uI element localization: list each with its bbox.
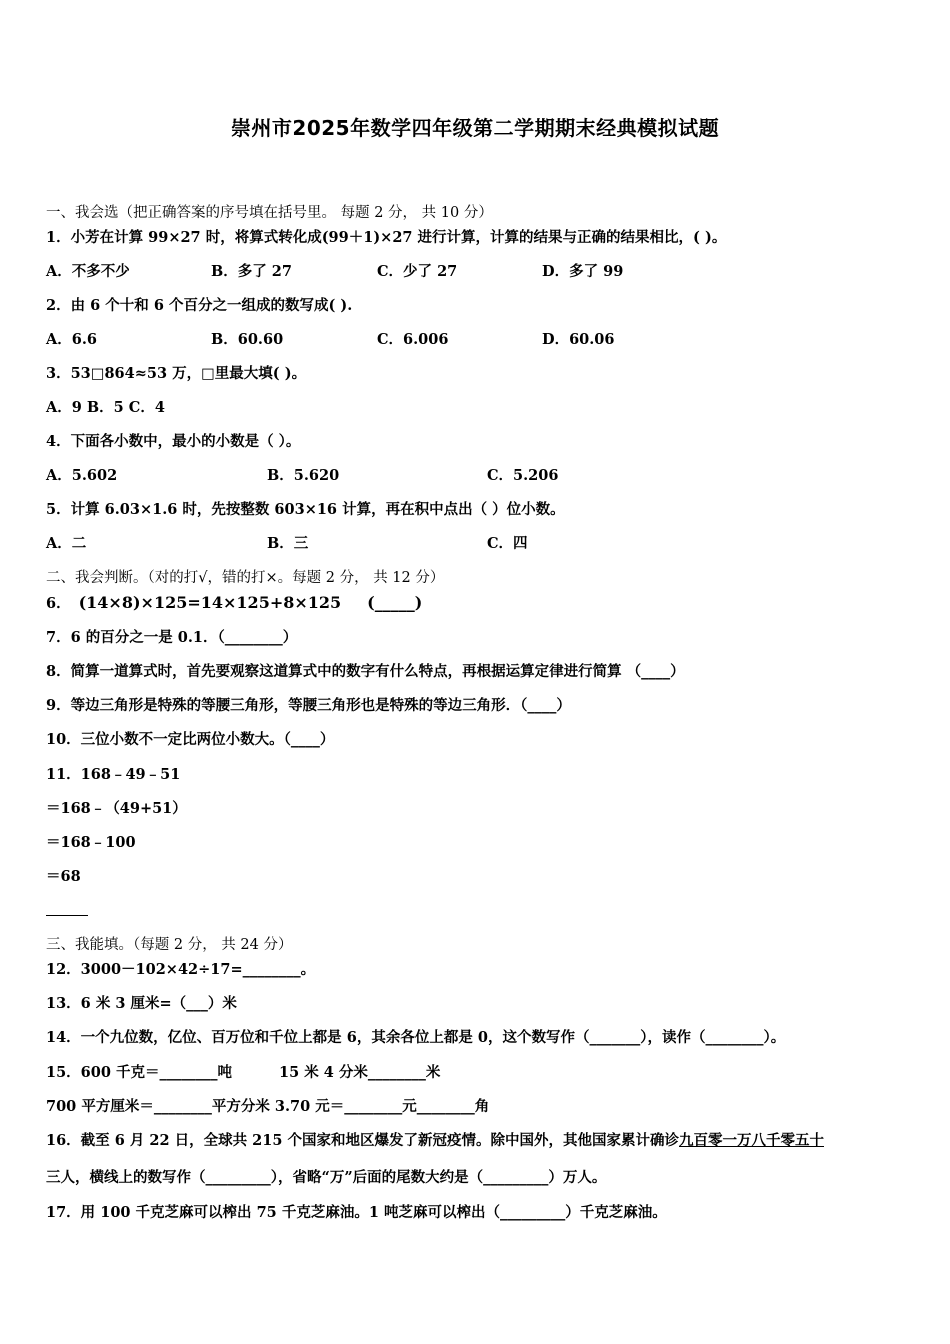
section-2-header: 二、我会判断。（对的打√，错的打×。每题 2 分， 共 12 分）: [46, 570, 445, 586]
q1-option-b: B．多了 27: [211, 263, 292, 280]
question-3: 3．53□864≈53 万，□里最大填( )。: [46, 365, 307, 382]
question-7: 7．6 的百分之一是 0.1．（________）: [46, 629, 298, 646]
question-14: 14．一个九位数，亿位、百万位和千位上都是 6，其余各位上都是 0，这个数写作（_______），读作（________）。: [46, 1029, 786, 1046]
q5-option-c: C．四: [487, 535, 528, 552]
question-6: [46, 593, 422, 614]
question-13: 13．6 米 3 厘米=（___）米: [46, 995, 237, 1012]
q6-expression: (14×8)×125=14×125+8×125: [78, 593, 342, 612]
answer-blank-line: [46, 915, 88, 916]
q4-option-a: A．5.602: [46, 467, 118, 484]
question-1: 1．小芳在计算 99×27 时，将算式转化成(99＋1)×27 进行计算，计算的结果与正确的结果相比，( )。: [46, 229, 727, 246]
q1-option-d: D．多了 99: [542, 263, 624, 280]
q1-option-a: A．不多不少: [46, 263, 130, 280]
question-9: 9．等边三角形是特殊的等腰三角形，等腰三角形也是特殊的等边三角形．（____）: [46, 697, 571, 714]
question-11-line-3: ＝168﹣100: [46, 834, 136, 851]
question-4: 4．下面各小数中，最小的小数是（ ）。: [46, 433, 301, 450]
q16-underlined-number: 九百零一万八千零五十: [679, 1132, 824, 1149]
question-11-line-2: ＝168﹣（49+51）: [46, 800, 187, 817]
q1-option-c: C．少了 27: [377, 263, 458, 280]
section-3-header: 三、我能填。（每题 2 分， 共 24 分）: [46, 937, 293, 953]
question-5: 5．计算 6.03×1.6 时，先按整数 603×16 计算，再在积中点出（ ）位小数。: [46, 501, 565, 518]
section-1-header: 一、我会选（把正确答案的序号填在括号里。 每题 2 分， 共 10 分）: [46, 205, 493, 221]
question-15-part-1: 15．600 千克＝________吨: [46, 1064, 232, 1081]
q16-text: 16．截至 6 月 22 日，全球共 215 个国家和地区爆发了新冠疫情。除中国外，其他国家累计确诊: [46, 1132, 679, 1149]
page-title: 崇州市2025年数学四年级第二学期期末经典模拟试题: [230, 116, 720, 140]
q2-option-a: A．6.6: [46, 331, 97, 348]
q6-blank: (_____): [367, 593, 423, 612]
q4-option-c: C．5.206: [487, 467, 559, 484]
question-10: 10．三位小数不一定比两位小数大。（____）: [46, 731, 335, 748]
q2-option-c: C．6.006: [377, 331, 449, 348]
question-8: 8．简算一道算式时，首先要观察这道算式中的数字有什么特点，再根据运算定律进行简算 （____）: [46, 663, 685, 680]
q6-number: 6．: [46, 595, 71, 612]
q5-option-a: A．二: [46, 535, 87, 552]
question-2: 2．由 6 个十和 6 个百分之一组成的数写成( ).: [46, 297, 353, 314]
question-15-part-2: 15 米 4 分米________米: [279, 1064, 441, 1081]
q4-option-b: B．5.620: [267, 467, 340, 484]
q5-option-b: B．三: [267, 535, 309, 552]
question-16-line-2: 三人，横线上的数写作（_________），省略“万”后面的尾数大约是（_________）万人。: [46, 1169, 607, 1186]
question-17: 17．用 100 千克芝麻可以榨出 75 千克芝麻油。1 吨芝麻可以榨出（_________）千克芝麻油。: [46, 1204, 667, 1221]
question-11-line-1: 11．168﹣49﹣51: [46, 766, 181, 783]
question-11-line-4: ＝68: [46, 868, 81, 885]
q3-options: A．9 B．5 C．4: [46, 399, 165, 416]
question-15-line-2: 700 平方厘米＝________平方分米 3.70 元＝________元________角: [46, 1098, 490, 1115]
question-16-line-1: [46, 1131, 824, 1151]
q2-option-d: D．60.06: [542, 331, 615, 348]
q2-option-b: B．60.60: [211, 331, 284, 348]
question-12: 12．3000－102×42÷17=________。: [46, 961, 316, 978]
